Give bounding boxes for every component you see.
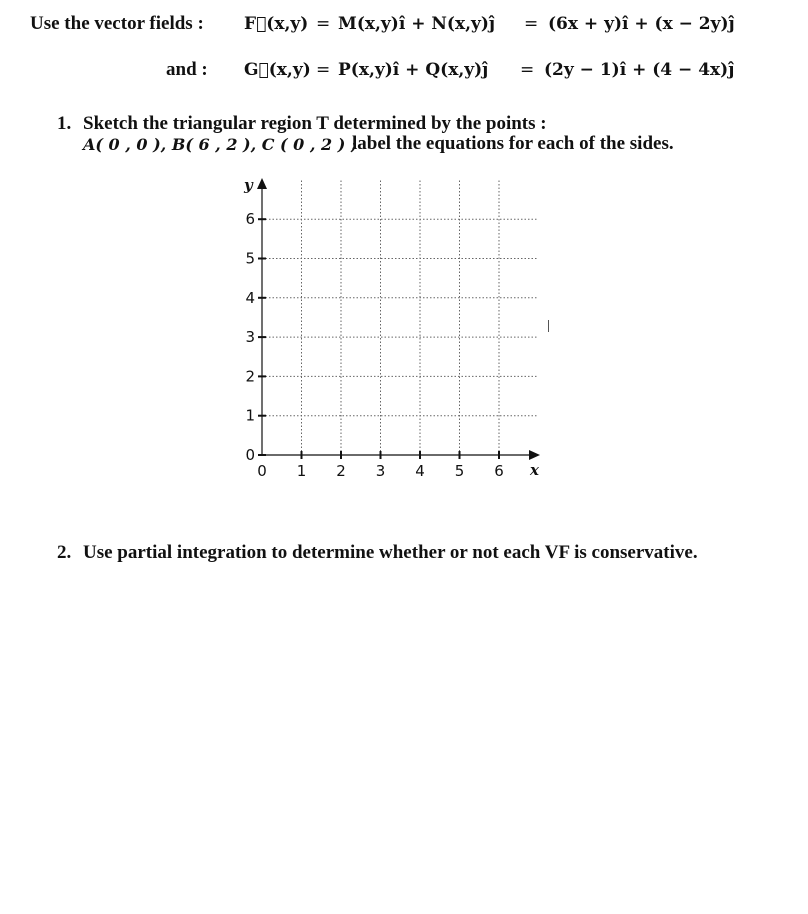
F-generic: M(x,y)î + N(x,y)ĵ (338, 14, 496, 34)
and-label: and : (166, 59, 208, 80)
x-tick-label: 5 (454, 462, 465, 480)
question1-number: 1. (57, 113, 72, 134)
F-equals-2: = (524, 14, 539, 34)
G-name: G⃗(x,y) (244, 60, 311, 80)
y-ticks (245, 210, 266, 464)
intro-label: Use the vector fields : (30, 13, 204, 34)
y-tick-label: 2 (245, 367, 255, 386)
x-axis-arrow (529, 450, 540, 460)
question2-text: Use partial integration to determine whether or not each VF is conservative. (83, 542, 698, 563)
G-specific: (2y − 1)î + (4 − 4x)ĵ (544, 60, 735, 80)
F-specific: (6x + y)î + (x − 2y)ĵ (548, 14, 735, 34)
G-equals-1: = (316, 60, 331, 80)
x-tick-label: 1 (296, 462, 307, 480)
y-tick-label: 0 (245, 446, 255, 464)
question1-points-suffix: label the equations for each of the sides. (352, 133, 674, 154)
y-tick-label: 5 (245, 249, 255, 268)
grid-lines (262, 180, 538, 455)
y-tick-label: 4 (245, 288, 255, 307)
y-axis-arrow (257, 178, 267, 189)
F-name: F⃗(x,y) (244, 14, 309, 34)
x-tick-label: 0 (257, 462, 267, 480)
G-generic: P(x,y)î + Q(x,y)ĵ (338, 60, 489, 80)
x-tick-label: 3 (375, 462, 386, 480)
y-axis-label: y (244, 176, 253, 194)
question1-points: A( 0 , 0 ), B( 6 , 2 ), C ( 0 , 2 ) ; (83, 135, 357, 154)
question2-number: 2. (57, 542, 72, 563)
F-equals-1: = (316, 14, 331, 34)
stray-mark (548, 320, 549, 332)
y-tick-label: 1 (245, 406, 255, 425)
x-tick-label: 4 (415, 462, 425, 480)
x-tick-label: 2 (336, 462, 346, 480)
y-tick-label: 6 (245, 210, 255, 229)
G-equals-2: = (520, 60, 535, 80)
x-axis-label: x (530, 461, 539, 479)
x-tick-label: 6 (494, 462, 504, 480)
y-tick-label: 3 (245, 328, 255, 347)
question1-text: Sketch the triangular region T determined by the points : (83, 113, 547, 134)
